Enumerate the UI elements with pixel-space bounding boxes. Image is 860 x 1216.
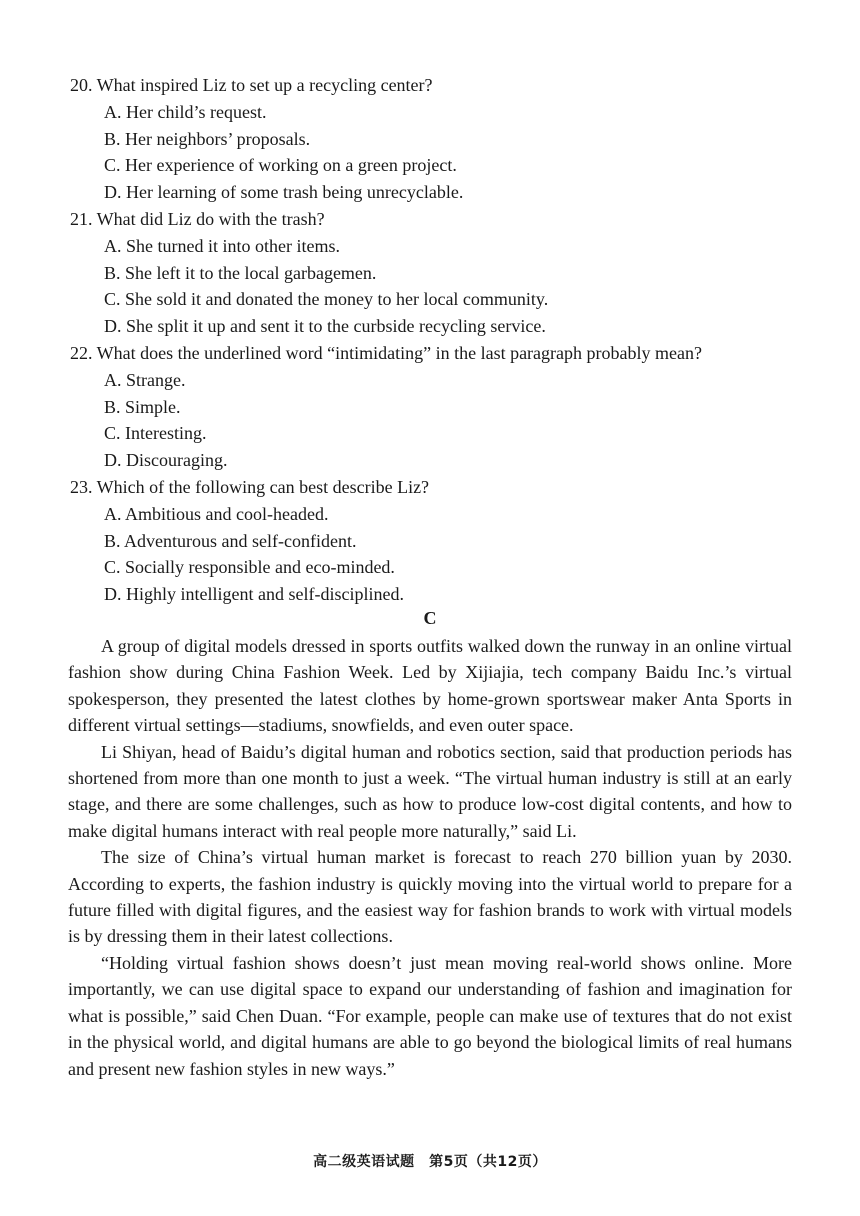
option-a: A. Her child’s request.	[104, 101, 267, 122]
question-stem: 21. What did Liz do with the trash?	[70, 208, 325, 229]
question-stem: 20. What inspired Liz to set up a recycling center?	[70, 75, 433, 95]
option-c: C. She sold it and donated the money to her local community.	[104, 289, 549, 310]
section-heading: C	[423, 608, 437, 628]
option-b: B. Simple.	[104, 396, 181, 417]
option-d: D. Discouraging.	[104, 450, 228, 471]
passage-paragraph: A group of digital models dressed in sports outfits walked down the runway in an online virtual fashion show during China Fashion Week. Led by Xijiajia, tech company Baidu Inc.’s virtual spokesperson, they presented the latest clothes by home-grown sportswear maker Anta Sports in different virtual settings—stadiums, snowfields, and even outer space.	[68, 636, 792, 736]
question-20	[70, 72, 810, 206]
passage-paragraph: Li Shiyan, head of Baidu’s digital human and robotics section, said that production periods has shortened from more than one month to just a week. “The virtual human industry is still at an early stage, and there are some challenges, such as how to produce low-cost digital contents, and how to make digital humans interact with real people more naturally,” said Li.	[68, 741, 792, 841]
option-d: D. Highly intelligent and self-disciplined.	[104, 584, 404, 605]
option-c: C. Socially responsible and eco-minded.	[104, 557, 395, 578]
option-b: B. She left it to the local garbagemen.	[104, 262, 377, 283]
question-stem: 23. Which of the following can best describe Liz?	[70, 476, 430, 497]
option-c: C. Interesting.	[104, 423, 207, 444]
option-c: C. Her experience of working on a green project.	[104, 155, 457, 176]
option-a: A. Ambitious and cool-headed.	[104, 503, 329, 524]
option-b: B. Her neighbors’ proposals.	[104, 128, 311, 149]
question-23	[70, 474, 810, 608]
option-d: D. She split it up and sent it to the curbside recycling service.	[104, 316, 546, 337]
passage-paragraph: “Holding virtual fashion shows doesn’t just mean moving real-world shows online. More importantly, we can use digital space to expand our understanding of fashion and imagination for what is possible,” said Chen Duan. “For example, people can make use of textures that do not exist in the physical world, and digital humans are able to go beyond the biological limits of real humans and present new fashion styles in new ways.”	[68, 952, 792, 1079]
option-a: A. She turned it into other items.	[104, 235, 340, 256]
page-footer: 高二级英语试题 第5页（共12页）	[313, 1154, 547, 1170]
question-22	[70, 340, 810, 474]
question-stem: 22. What does the underlined word “intimidating” in the last paragraph probably mean?	[70, 342, 702, 363]
reading-passage	[68, 633, 792, 1082]
passage-paragraph: The size of China’s virtual human market is forecast to reach 270 billion yuan by 2030. According to experts, the fashion industry is quickly moving into the virtual world to prepare for a future filled with digital figures, and the easiest way for fashion brands to work with virtual models is by dressing them in their latest collections.	[68, 847, 792, 947]
option-d: D. Her learning of some trash being unrecyclable.	[104, 182, 464, 203]
option-b: B. Adventurous and self-confident.	[104, 530, 357, 551]
question-21	[70, 206, 810, 340]
question-list	[70, 72, 810, 608]
option-a: A. Strange.	[104, 369, 186, 390]
